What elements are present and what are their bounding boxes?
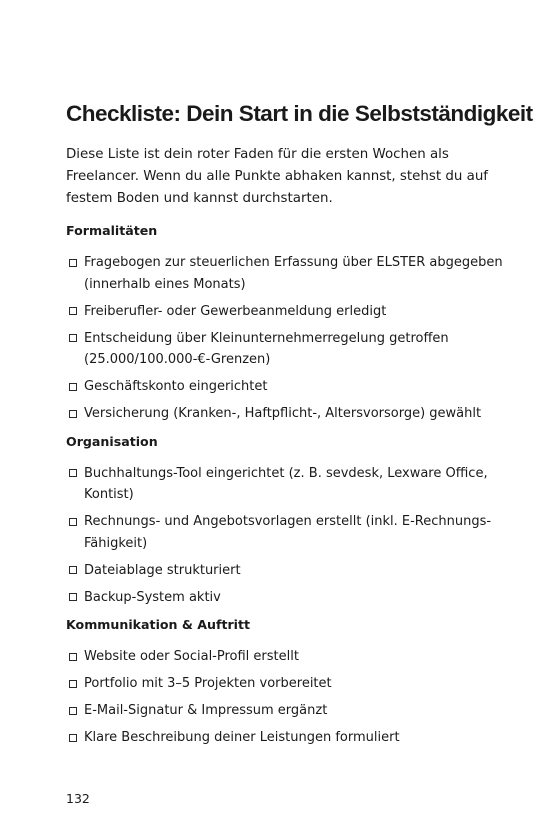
checklist-item[interactable] <box>66 328 506 371</box>
checklist-item[interactable] <box>66 673 506 695</box>
checkbox-icon[interactable] <box>69 566 77 574</box>
checklist-item-label: Portfolio mit 3–5 Projekten vorbereitet <box>84 676 332 691</box>
checklist-item-label: Geschäftskonto eingerichtet <box>84 379 268 394</box>
checklist <box>66 463 506 609</box>
section-organisation <box>66 431 506 609</box>
checklist-item-label: Fragebogen zur steuerlichen Erfassung über ELSTER abgegeben (innerhalb eines Monats) <box>84 255 503 292</box>
checklist-item[interactable] <box>66 252 506 295</box>
checkbox-icon[interactable] <box>69 653 77 661</box>
intro-paragraph: Diese Liste ist dein roter Faden für die ersten Wochen als Freelancer. Wenn du alle Punkte abhaken kannst, stehst du auf festem Boden und kannst durchstarten. <box>66 147 489 206</box>
checklist-item-label: Website oder Social-Profil erstellt <box>84 649 299 664</box>
checkbox-icon[interactable] <box>69 518 77 526</box>
checkbox-icon[interactable] <box>69 707 77 715</box>
checklist-item-label: Entscheidung über Kleinunternehmerregelung getroffen (25.000/100.000-€-Grenzen) <box>84 330 449 367</box>
checkbox-icon[interactable] <box>69 383 77 391</box>
section-formalitaeten <box>66 220 506 425</box>
checklist-item-label: Versicherung (Kranken-, Haftpflicht-, Altersvorsorge) gewählt <box>84 406 482 421</box>
page-number: 132 <box>66 791 90 806</box>
checklist-item[interactable] <box>66 403 506 425</box>
checklist-item-label: Rechnungs- und Angebotsvorlagen erstellt (inkl. E-Rechnungs-Fähigkeit) <box>84 514 492 551</box>
checklist-item-label: E-Mail-Signatur & Impressum ergänzt <box>84 703 328 718</box>
checklist-item[interactable] <box>66 511 506 554</box>
section-heading: Organisation <box>66 433 158 449</box>
checklist-item[interactable] <box>66 463 506 506</box>
checklist-item-label: Buchhaltungs-Tool eingerichtet (z. B. sevdesk, Lexware Office, Kontist) <box>84 465 488 502</box>
page-content <box>66 96 533 755</box>
section-heading: Formalitäten <box>66 223 158 238</box>
checkbox-icon[interactable] <box>69 593 77 601</box>
checkbox-icon[interactable] <box>69 734 77 742</box>
checklist-item-label: Backup-System aktiv <box>84 589 221 605</box>
checkbox-icon[interactable] <box>69 469 77 477</box>
section-kommunikation <box>66 614 506 749</box>
checklist-item[interactable] <box>66 376 506 398</box>
checklist-item[interactable] <box>66 646 506 668</box>
checklist-item[interactable] <box>66 700 506 722</box>
checklist <box>66 252 506 425</box>
checklist-item[interactable] <box>66 587 506 609</box>
checklist-item[interactable] <box>66 727 506 749</box>
checklist-item[interactable] <box>66 301 506 323</box>
checkbox-icon[interactable] <box>69 259 77 267</box>
section-heading: Kommunikation & Auftritt <box>66 617 251 632</box>
checklist <box>66 646 506 749</box>
page-title: Checkliste: Dein Start in die Selbstständigkeit <box>66 101 533 126</box>
checklist-item-label: Dateiablage strukturiert <box>84 562 241 578</box>
checkbox-icon[interactable] <box>69 410 77 418</box>
checkbox-icon[interactable] <box>69 334 77 342</box>
checklist-item-label: Freiberufler- oder Gewerbeanmeldung erledigt <box>84 303 387 319</box>
checklist-item[interactable] <box>66 560 506 582</box>
checkbox-icon[interactable] <box>69 307 77 315</box>
checkbox-icon[interactable] <box>69 680 77 688</box>
checklist-item-label: Klare Beschreibung deiner Leistungen formuliert <box>84 730 400 745</box>
